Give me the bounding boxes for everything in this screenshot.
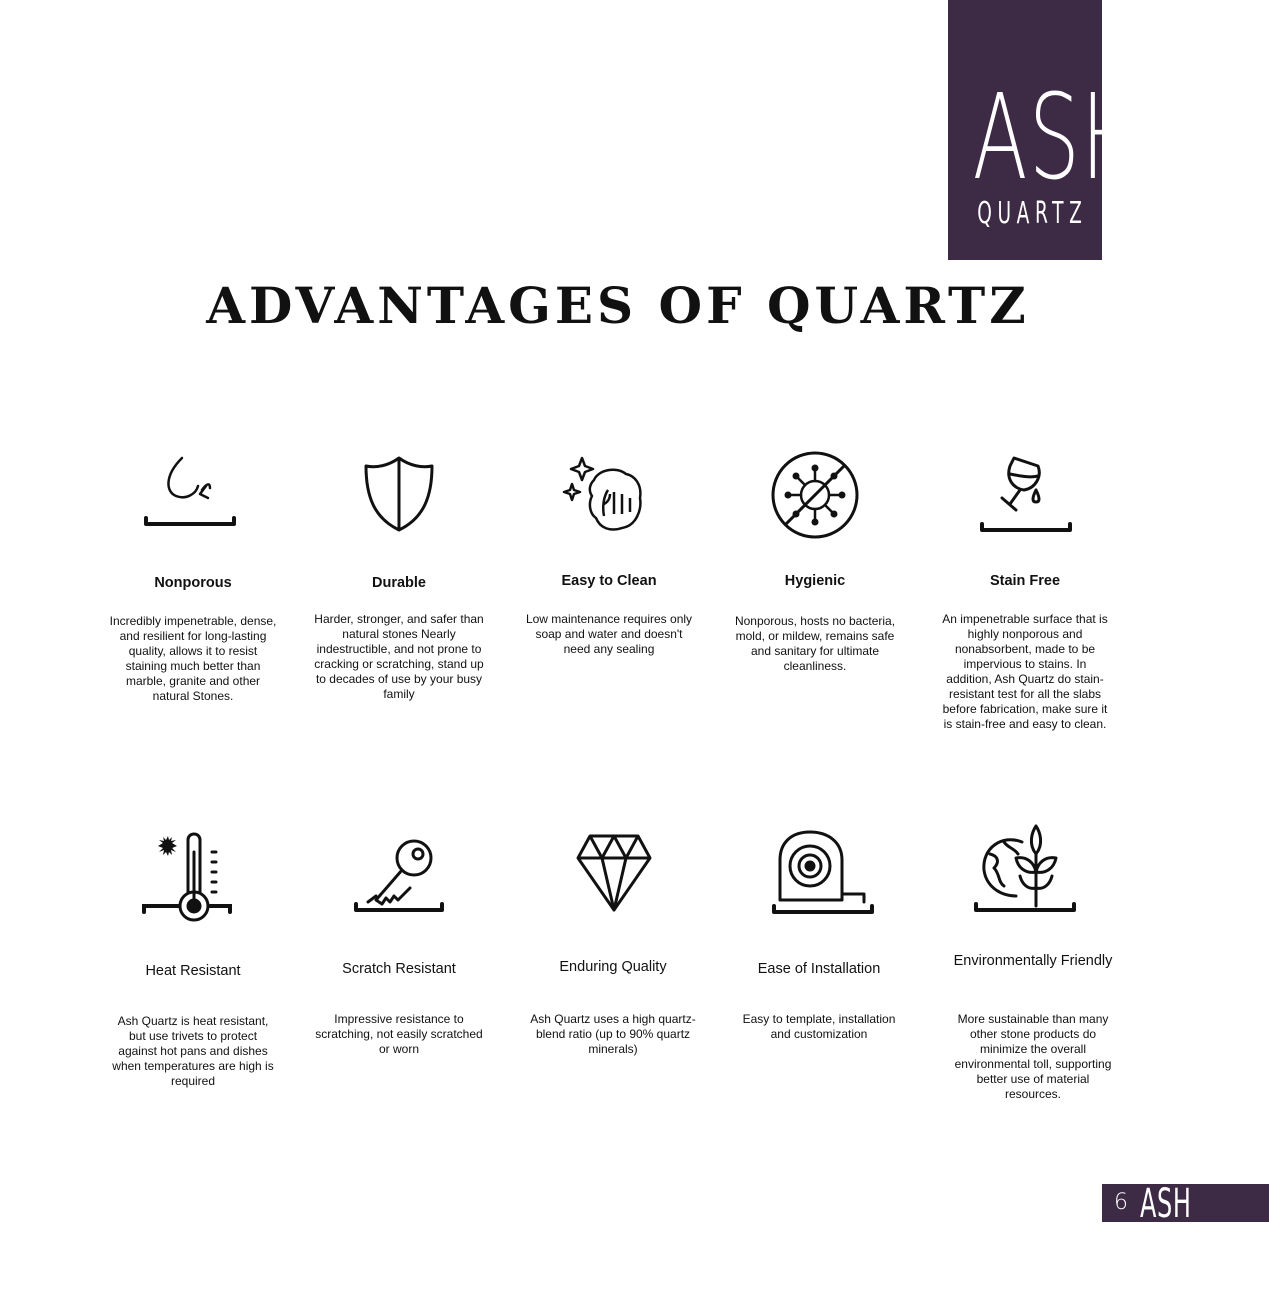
logo-wordmark: ASH [972, 68, 1143, 206]
feature-text: Ash Quartz uses a high quartz-blend ratio (up to 90% quartz minerals) [530, 1012, 696, 1056]
feature-text: Harder, stronger, and safer than natural stones Nearly indestructible, and not prone to cracking or scratching, stand up to decades of use by your busy family [314, 612, 484, 701]
feature-title: Scratch Resistant [342, 961, 456, 977]
feature-text: More sustainable than many other stone products do minimize the overall environmental toll, supporting better use of material resources. [954, 1012, 1112, 1101]
brand-logo [948, 0, 1143, 260]
feature-title: Stain Free [989, 573, 1061, 589]
feature-title: Easy to Clean [561, 573, 657, 589]
shield-icon [364, 456, 434, 532]
feature-text: Impressive resistance to scratching, not easily scratched or worn [315, 1012, 483, 1056]
key-scratch-icon [354, 838, 446, 912]
feature-text: Ash Quartz is heat resistant, but use trivets to protect against hot pans and dishes when temperatures are high is required [112, 1014, 274, 1088]
feature-title: Heat Resistant [145, 963, 241, 979]
page-number: 6 [1114, 1190, 1128, 1215]
feature-title: Ease of Installation [757, 961, 881, 977]
page-title: ADVANTAGES OF QUARTZ [206, 276, 1030, 335]
feature-title: Nonporous [154, 575, 232, 591]
feature-text: Low maintenance requires only soap and water and doesn't need any sealing [525, 612, 693, 656]
globe-plant-icon [974, 824, 1078, 914]
diamond-icon [576, 834, 652, 912]
feature-text: Incredibly impenetrable, dense, and resilient for long-lasting quality, allows it to resist staining much better than marble, granite and other natural Stones. [109, 614, 277, 703]
page-footer [1102, 1181, 1269, 1227]
no-bacteria-icon [770, 450, 860, 540]
thermometer-icon [142, 832, 234, 924]
droplet-surface-icon [144, 452, 236, 530]
wiping-hand-icon [560, 456, 644, 532]
feature-title: Enduring Quality [559, 959, 667, 975]
spilled-wine-glass-icon [980, 454, 1074, 534]
tape-measure-icon [772, 830, 876, 918]
feature-text: Nonporous, hosts no bacteria, mold, or mildew, remains safe and sanitary for ultimate cleanliness. [734, 614, 896, 673]
footer-logo: ASH [1140, 1181, 1192, 1227]
feature-text: Easy to template, installation and customization [742, 1012, 896, 1041]
feature-title: Environmentally Friendly [953, 953, 1113, 969]
feature-text: An impenetrable surface that is highly nonporous and nonabsorbent, made to be impervious to stains. In addition, Ash Quartz do stain-resistant test for all the slabs before fabrication, make sure it is stain-free and easy to clean. [942, 612, 1108, 731]
feature-title: Durable [372, 575, 426, 591]
logo-subtitle: QUARTZ [977, 196, 1088, 231]
feature-title: Hygienic [784, 573, 846, 589]
